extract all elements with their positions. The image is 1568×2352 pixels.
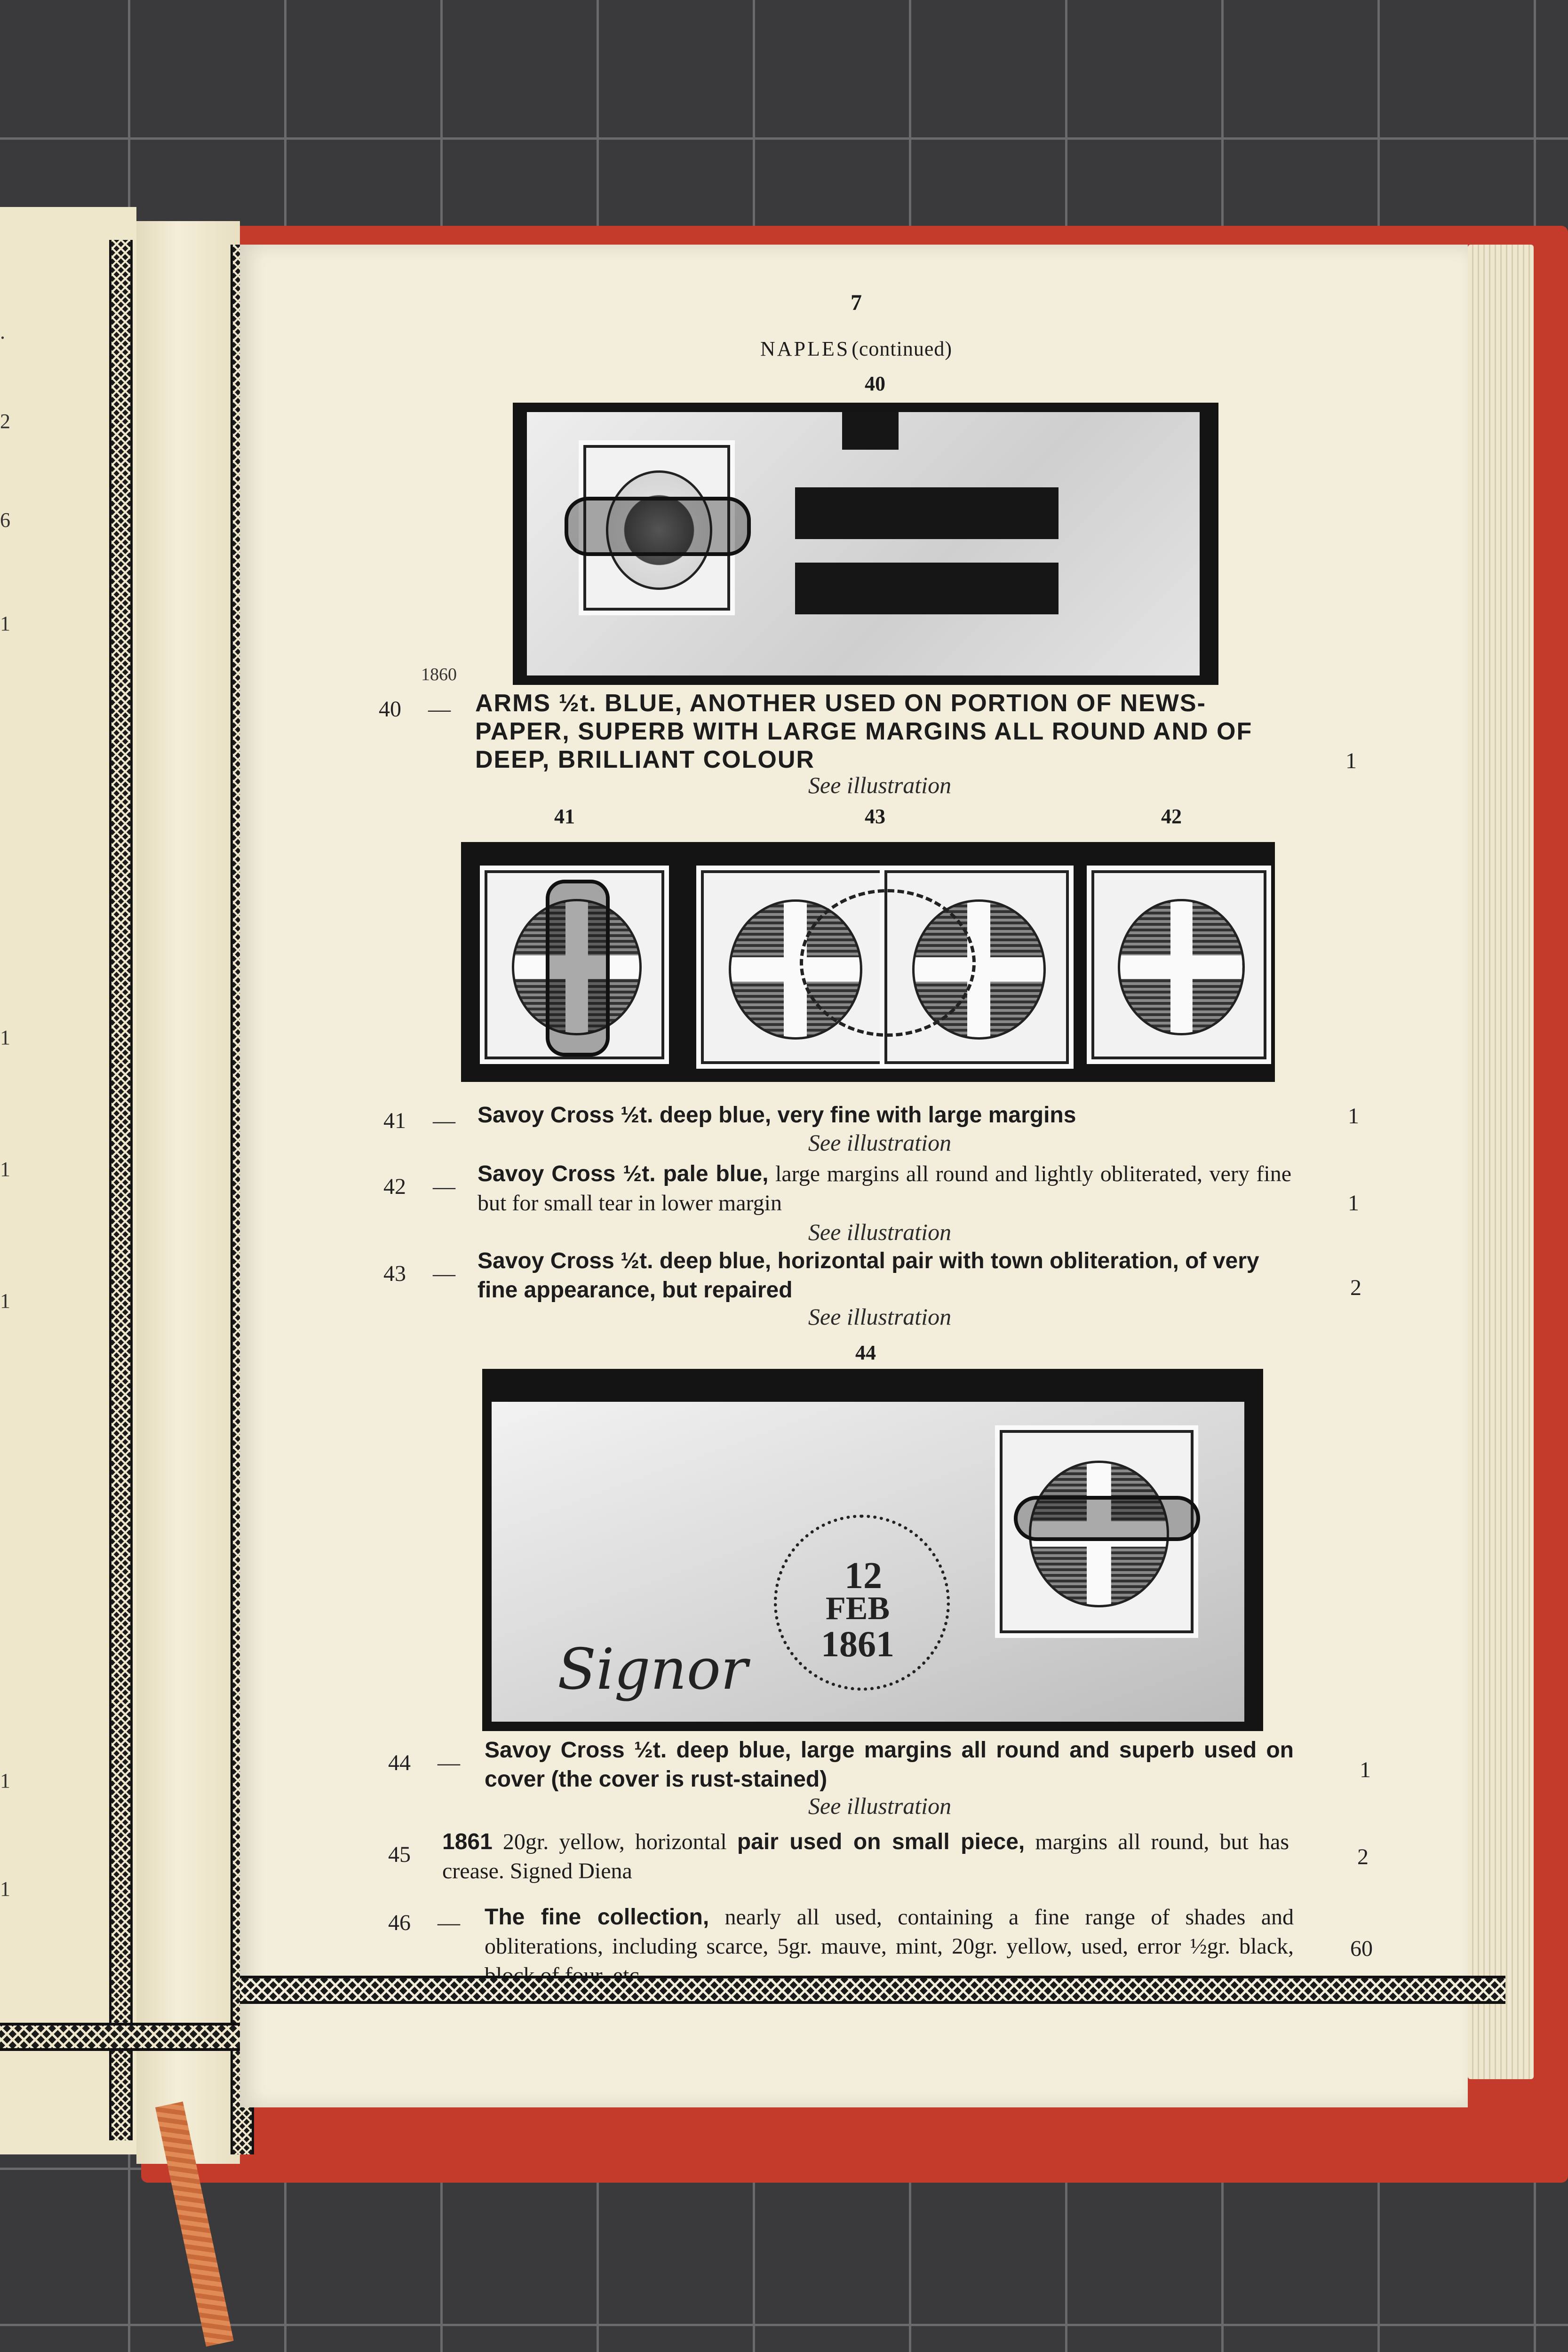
year-label: 1860 [421,665,457,684]
postmark-month: FEB [826,1590,890,1627]
photo-lots-41-43-42 [461,842,1275,1082]
heading-title: NAPLES [760,337,850,360]
town-postmark [800,889,976,1037]
photo-lot-40 [513,403,1218,685]
lot-number: 41 [383,1108,406,1133]
see-illustration: See illustration [808,1793,952,1819]
lot-number: 46 [388,1910,411,1935]
margin-number: 1 [0,1877,10,1900]
cancellation-mark [546,880,610,1057]
margin-number: 1 [0,612,10,635]
see-illustration: See illustration [808,772,952,798]
figure-label: 43 [865,805,885,828]
postmark-day: 12 [844,1555,882,1597]
see-illustration: See illustration [808,1303,952,1330]
handwritten-address: Signor [557,1637,748,1702]
estimate: 1 [1360,1757,1371,1782]
lot-prefix: — [438,1910,460,1935]
left-page-border [109,240,133,2140]
margin-number: . [0,320,5,343]
catalogue-page [240,245,1468,2107]
lot-number: 45 [388,1842,411,1867]
lot-description: Savoy Cross ½t. deep blue, large margins all round and superb used on cover (the cover is rust-stained) [485,1738,1294,1792]
lot-description: Savoy Cross ½t. pale blue, large margins all round and lightly obliterated, very fine but for small tear in lower margin [478,1161,1292,1216]
lot-description: Savoy Cross ½t. deep blue, very fine with large margins [478,1103,1076,1128]
lot-description: Savoy Cross ½t. deep blue, horizontal pair with town obliteration, of very fine appearance, but repaired [478,1248,1259,1303]
lot-prefix: — [433,1261,455,1286]
newspaper-print [795,487,1059,539]
lot-prefix: — [433,1108,455,1133]
see-illustration: See illustration [808,1129,952,1156]
section-heading [663,337,1049,361]
heading-note: (continued) [852,337,953,360]
lot-number: 44 [388,1750,411,1775]
page-number: 7 [851,290,862,315]
estimate: 1 [1348,1191,1359,1216]
figure-label: 41 [554,805,575,828]
estimate: 2 [1350,1275,1361,1300]
lot-prefix: — [438,1750,460,1775]
figure-label: 42 [1161,805,1182,828]
left-page-bottom-border [0,2023,240,2051]
estimate: 60 [1350,1936,1373,1961]
postmark-year: 1861 [821,1623,894,1664]
see-illustration: See illustration [808,1219,952,1245]
lot-prefix: — [433,1174,455,1199]
lot-number: 43 [383,1261,406,1286]
figure-label: 40 [865,372,885,395]
figure-label: 44 [855,1341,876,1364]
lot-number: 40 [379,697,401,722]
lot-prefix: — [428,697,451,722]
page-bottom-border [240,1976,1505,2004]
estimate: 1 [1345,748,1357,773]
estimate: 1 [1348,1104,1359,1128]
lot-number: 42 [383,1174,406,1199]
newspaper-print [795,563,1059,614]
photo-lot-44-cover [482,1369,1263,1731]
page-edges [1468,245,1534,2079]
newspaper-print [842,412,899,450]
lot-description: 1861 20gr. yellow, horizontal pair used on small piece, margins all round, but has crease. Signed Diena [442,1829,1289,1883]
margin-number: 1 [0,1026,10,1049]
margin-number: 1 [0,1769,10,1792]
cancellation-mark [1014,1496,1200,1541]
margin-number: 1 [0,1158,10,1181]
lot-description: The fine collection, nearly all used, containing a fine range of shades and obliterations, including scarce, 5gr. mauve, mint, 20gr. yellow, used, error ½gr. black, [485,1905,1294,1959]
lot-description: ARMS ½t. BLUE, ANOTHER USED ON PORTION OF NEWS-PAPER, SUPERB WITH LARGE MARGINS ALL ROUND AND OF DEEP, BRILLIANT COLOUR [475,690,1253,773]
estimate: 2 [1357,1844,1369,1869]
margin-number: 6 [0,509,10,532]
margin-number: 2 [0,410,10,433]
margin-number: 1 [0,1289,10,1312]
book-gutter [136,221,240,2164]
stamp-lot-42 [1091,870,1266,1059]
cancellation-mark [565,497,751,556]
